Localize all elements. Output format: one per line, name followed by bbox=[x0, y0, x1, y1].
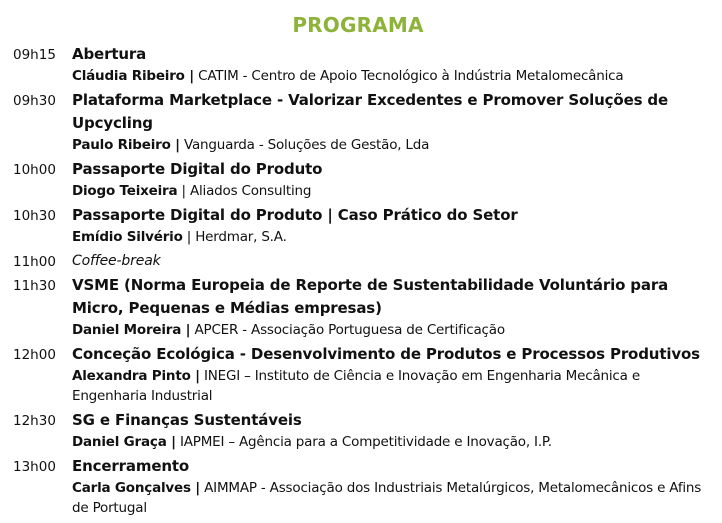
speaker-affiliation: | Herdmar, S.A. bbox=[186, 229, 287, 245]
agenda-time: 11h00 bbox=[13, 254, 56, 270]
speaker-name: Paulo Ribeiro | bbox=[72, 137, 180, 153]
agenda-content bbox=[72, 158, 713, 204]
speaker-name: Daniel Graça | bbox=[72, 434, 176, 450]
speaker-affiliation: AIMMAP - Associação dos Industriais Metalúrgicos, Metalomecânicos e Afins de Portugal bbox=[72, 480, 702, 516]
agenda-item bbox=[13, 343, 713, 409]
speaker-line bbox=[72, 366, 713, 406]
agenda-item bbox=[13, 204, 713, 250]
session-title: Passaporte Digital do Produto bbox=[72, 160, 323, 178]
speaker-line bbox=[72, 181, 713, 201]
agenda-time: 10h00 bbox=[13, 162, 56, 178]
speaker-line bbox=[72, 320, 713, 340]
page-title: PROGRAMA bbox=[292, 13, 424, 37]
agenda-content bbox=[72, 204, 713, 250]
agenda-item bbox=[13, 89, 713, 158]
agenda-item bbox=[13, 274, 713, 343]
session-title: Coffee-break bbox=[72, 253, 161, 269]
speaker-affiliation: Vanguarda - Soluções de Gestão, Lda bbox=[183, 137, 430, 153]
speaker-line bbox=[72, 227, 713, 247]
speaker-name: Emídio Silvério bbox=[72, 229, 183, 245]
agenda-content bbox=[72, 343, 713, 409]
speaker-affiliation: IAPMEI – Agência para a Competitividade e Inovação, I.P. bbox=[179, 434, 552, 450]
agenda-item bbox=[13, 409, 713, 455]
speaker-affiliation: CATIM - Centro de Apoio Tecnológico à Indústria Metalomecânica bbox=[198, 68, 624, 84]
agenda-time: 09h15 bbox=[13, 47, 56, 63]
agenda-time: 12h30 bbox=[13, 413, 56, 429]
agenda-content bbox=[72, 250, 713, 273]
session-title: Passaporte Digital do Produto | Caso Prático do Setor bbox=[72, 206, 518, 224]
agenda-time: 10h30 bbox=[13, 208, 56, 224]
agenda-time: 13h00 bbox=[13, 459, 56, 475]
agenda-content bbox=[72, 455, 713, 521]
agenda-time: 12h00 bbox=[13, 347, 56, 363]
speaker-line bbox=[72, 135, 713, 155]
speaker-name: Carla Gonçalves | bbox=[72, 480, 201, 496]
session-title: Encerramento bbox=[72, 457, 190, 475]
speaker-affiliation: APCER - Associação Portuguesa de Certificação bbox=[194, 322, 505, 338]
agenda-item bbox=[13, 455, 713, 521]
agenda-item-break bbox=[13, 250, 713, 274]
agenda-content bbox=[72, 409, 713, 455]
speaker-name: Alexandra Pinto | bbox=[72, 368, 200, 384]
agenda-item bbox=[13, 158, 713, 204]
speaker-line bbox=[72, 432, 713, 452]
speaker-name: Cláudia Ribeiro | bbox=[72, 68, 194, 84]
speaker-line bbox=[72, 478, 713, 518]
agenda-content bbox=[72, 89, 713, 158]
speaker-name: Diogo Teixeira bbox=[72, 183, 178, 199]
speaker-affiliation: | Aliados Consulting bbox=[181, 183, 312, 199]
session-title: Plataforma Marketplace - Valorizar Excedentes e Promover Soluções de Upcycling bbox=[72, 91, 669, 132]
agenda-list bbox=[13, 43, 713, 521]
agenda-content bbox=[72, 274, 713, 343]
agenda-time: 11h30 bbox=[13, 278, 56, 294]
session-title: SG e Finanças Sustentáveis bbox=[72, 411, 302, 429]
agenda-content bbox=[72, 43, 713, 89]
speaker-affiliation: INEGI – Instituto de Ciência e Inovação em Engenharia Mecânica e Engenharia Industrial bbox=[72, 368, 640, 404]
speaker-name: Daniel Moreira | bbox=[72, 322, 191, 338]
agenda-item bbox=[13, 43, 713, 89]
agenda-time: 09h30 bbox=[13, 93, 56, 109]
session-title: Abertura bbox=[72, 45, 147, 63]
speaker-line bbox=[72, 66, 713, 86]
session-title: Conceção Ecológica - Desenvolvimento de Produtos e Processos Produtivos bbox=[72, 345, 700, 363]
session-title: VSME (Norma Europeia de Reporte de Sustentabilidade Voluntário para Micro, Pequenas e Médias empresas) bbox=[72, 276, 669, 317]
